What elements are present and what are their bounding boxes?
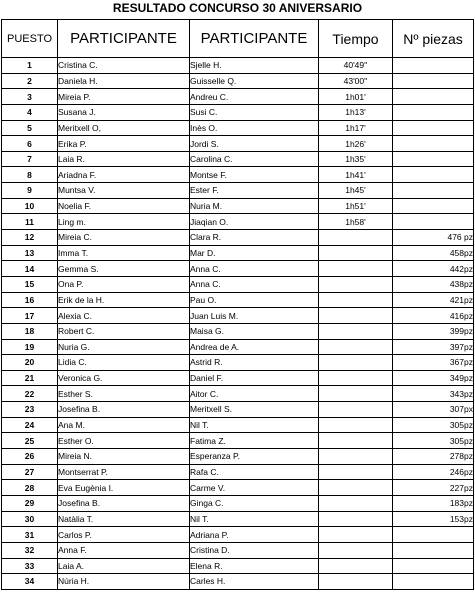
position-cell: 22 <box>2 386 58 402</box>
table-row <box>2 198 474 214</box>
participant-2-cell: Sjelle H. <box>190 58 319 74</box>
table-row <box>2 574 474 590</box>
participant-2-cell: Inès O. <box>190 120 319 136</box>
header-piezas: Nº piezas <box>393 20 474 58</box>
participant-2-cell: Carles H. <box>190 574 319 590</box>
table-row <box>2 527 474 543</box>
participant-1-cell: Ona P. <box>58 276 190 292</box>
participant-2-cell: Pau O. <box>190 292 319 308</box>
pieces-cell <box>393 136 474 152</box>
position-cell: 32 <box>2 542 58 558</box>
participant-1-cell: Veronica G. <box>58 370 190 386</box>
position-cell: 13 <box>2 245 58 261</box>
participant-2-cell: Nuria M. <box>190 198 319 214</box>
position-cell: 3 <box>2 89 58 105</box>
time-cell <box>319 495 393 511</box>
pieces-cell: 278pz <box>393 449 474 465</box>
pieces-cell <box>393 104 474 120</box>
table-row <box>2 433 474 449</box>
table-row <box>2 73 474 89</box>
participant-2-cell: Nil T. <box>190 417 319 433</box>
position-cell: 28 <box>2 480 58 496</box>
participant-1-cell: Erika P. <box>58 136 190 152</box>
participant-2-cell: Nil T. <box>190 511 319 527</box>
time-cell <box>319 230 393 246</box>
table-row <box>2 417 474 433</box>
position-cell: 20 <box>2 355 58 371</box>
participant-2-cell: Meritxell S. <box>190 402 319 418</box>
participant-2-cell: Carme V. <box>190 480 319 496</box>
pieces-cell: 183pz <box>393 495 474 511</box>
time-cell: 1h01' <box>319 89 393 105</box>
participant-1-cell: Josefina B. <box>58 495 190 511</box>
position-cell: 21 <box>2 370 58 386</box>
position-cell: 31 <box>2 527 58 543</box>
pieces-cell <box>393 527 474 543</box>
time-cell <box>319 292 393 308</box>
pieces-cell: 153pz <box>393 511 474 527</box>
table-row <box>2 323 474 339</box>
participant-2-cell: Anna C. <box>190 261 319 277</box>
time-cell: 1h45' <box>319 183 393 199</box>
time-cell <box>319 276 393 292</box>
time-cell <box>319 417 393 433</box>
participant-1-cell: Lidia C. <box>58 355 190 371</box>
table-row <box>2 89 474 105</box>
position-cell: 30 <box>2 511 58 527</box>
header-row <box>2 20 474 58</box>
position-cell: 11 <box>2 214 58 230</box>
pieces-cell <box>393 183 474 199</box>
time-cell <box>319 464 393 480</box>
time-cell: 43'00'' <box>319 73 393 89</box>
time-cell: 1h41' <box>319 167 393 183</box>
position-cell: 6 <box>2 136 58 152</box>
participant-1-cell: Robert C. <box>58 323 190 339</box>
pieces-cell: 397pz <box>393 339 474 355</box>
participant-2-cell: Aitor C. <box>190 386 319 402</box>
pieces-cell <box>393 542 474 558</box>
table-row <box>2 308 474 324</box>
header-participante-1: PARTICIPANTE <box>58 20 190 58</box>
table-row <box>2 355 474 371</box>
page-title: RESULTADO CONCURSO 30 ANIVERSARIO <box>112 1 363 15</box>
table-row <box>2 402 474 418</box>
table-row <box>2 58 474 74</box>
participant-2-cell: Adriana P. <box>190 527 319 543</box>
participant-1-cell: Gemma S. <box>58 261 190 277</box>
time-cell: 40'49'' <box>319 58 393 74</box>
participant-2-cell: Elena R. <box>190 558 319 574</box>
participant-2-cell: Jiaqian O. <box>190 214 319 230</box>
participant-1-cell: Ling m. <box>58 214 190 230</box>
position-cell: 23 <box>2 402 58 418</box>
participant-1-cell: Anna F. <box>58 542 190 558</box>
participant-1-cell: Cristina C. <box>58 58 190 74</box>
participant-2-cell: Susi C. <box>190 104 319 120</box>
participant-1-cell: Laia A. <box>58 558 190 574</box>
pieces-cell: 227pz <box>393 480 474 496</box>
table-row <box>2 370 474 386</box>
table-row <box>2 120 474 136</box>
time-cell: 1h51' <box>319 198 393 214</box>
position-cell: 18 <box>2 323 58 339</box>
table-row <box>2 230 474 246</box>
position-cell: 4 <box>2 104 58 120</box>
position-cell: 19 <box>2 339 58 355</box>
participant-2-cell: Fatima Z. <box>190 433 319 449</box>
header-puesto: PUESTO <box>2 20 58 58</box>
time-cell <box>319 558 393 574</box>
table-row <box>2 214 474 230</box>
pieces-cell <box>393 120 474 136</box>
participant-2-cell: Cristina D. <box>190 542 319 558</box>
position-cell: 15 <box>2 276 58 292</box>
pieces-cell <box>393 151 474 167</box>
pieces-cell: 421pz <box>393 292 474 308</box>
table-row <box>2 261 474 277</box>
participant-1-cell: Muntsa V. <box>58 183 190 199</box>
position-cell: 24 <box>2 417 58 433</box>
pieces-cell <box>393 558 474 574</box>
participant-1-cell: Eva Eugènia I. <box>58 480 190 496</box>
pieces-cell: 367pz <box>393 355 474 371</box>
table-row <box>2 511 474 527</box>
pieces-cell <box>393 89 474 105</box>
participant-1-cell: Josefina B. <box>58 402 190 418</box>
pieces-cell <box>393 167 474 183</box>
participant-1-cell: Meritxell O, <box>58 120 190 136</box>
time-cell: 1h17' <box>319 120 393 136</box>
header-tiempo: Tiempo <box>319 20 393 58</box>
participant-1-cell: Nuria G. <box>58 339 190 355</box>
time-cell <box>319 370 393 386</box>
time-cell <box>319 480 393 496</box>
participant-1-cell: Laia R. <box>58 151 190 167</box>
participant-2-cell: Mar D. <box>190 245 319 261</box>
time-cell: 1h58' <box>319 214 393 230</box>
participant-2-cell: Juan Luis M. <box>190 308 319 324</box>
time-cell <box>319 261 393 277</box>
pieces-cell <box>393 574 474 590</box>
participant-2-cell: Andrea de A. <box>190 339 319 355</box>
participant-1-cell: Imma T. <box>58 245 190 261</box>
time-cell <box>319 511 393 527</box>
time-cell <box>319 433 393 449</box>
participant-1-cell: Carlos P. <box>58 527 190 543</box>
table-row <box>2 167 474 183</box>
pieces-cell: 416pz <box>393 308 474 324</box>
pieces-cell: 458pz <box>393 245 474 261</box>
pieces-cell: 305pz <box>393 417 474 433</box>
time-cell <box>319 339 393 355</box>
time-cell: 1h26' <box>319 136 393 152</box>
table-row <box>2 292 474 308</box>
participant-1-cell: Natàlia T. <box>58 511 190 527</box>
participant-1-cell: Daniela H. <box>58 73 190 89</box>
participant-2-cell: Guisselle Q. <box>190 73 319 89</box>
participant-1-cell: Ariadna F. <box>58 167 190 183</box>
table-row <box>2 558 474 574</box>
participant-2-cell: Jordi S. <box>190 136 319 152</box>
table-row <box>2 449 474 465</box>
position-cell: 14 <box>2 261 58 277</box>
position-cell: 34 <box>2 574 58 590</box>
time-cell <box>319 386 393 402</box>
table-row <box>2 276 474 292</box>
position-cell: 27 <box>2 464 58 480</box>
pieces-cell: 349pz <box>393 370 474 386</box>
participant-2-cell: Anna C. <box>190 276 319 292</box>
participant-1-cell: Alexia C. <box>58 308 190 324</box>
participant-2-cell: Ginga C. <box>190 495 319 511</box>
time-cell <box>319 245 393 261</box>
table-row <box>2 183 474 199</box>
time-cell: 1h35' <box>319 151 393 167</box>
table-row <box>2 339 474 355</box>
time-cell <box>319 402 393 418</box>
participant-1-cell: Esther O. <box>58 433 190 449</box>
table-row <box>2 104 474 120</box>
time-cell <box>319 542 393 558</box>
pieces-cell <box>393 58 474 74</box>
pieces-cell: 305pz <box>393 433 474 449</box>
pieces-cell <box>393 198 474 214</box>
participant-2-cell: Rafa C. <box>190 464 319 480</box>
participant-2-cell: Daniel F. <box>190 370 319 386</box>
position-cell: 26 <box>2 449 58 465</box>
participant-1-cell: Núria H. <box>58 574 190 590</box>
participant-2-cell: Maisa G. <box>190 323 319 339</box>
pieces-cell: 476 pz <box>393 230 474 246</box>
pieces-cell: 438pz <box>393 276 474 292</box>
time-cell <box>319 574 393 590</box>
participant-2-cell: Montse F. <box>190 167 319 183</box>
time-cell <box>319 355 393 371</box>
pieces-cell <box>393 73 474 89</box>
table-row <box>2 480 474 496</box>
table-row <box>2 136 474 152</box>
table-row <box>2 495 474 511</box>
position-cell: 12 <box>2 230 58 246</box>
participant-1-cell: Noelia F. <box>58 198 190 214</box>
participant-1-cell: Ana M. <box>58 417 190 433</box>
table-row <box>2 464 474 480</box>
participant-1-cell: Montserrat P. <box>58 464 190 480</box>
position-cell: 17 <box>2 308 58 324</box>
position-cell: 25 <box>2 433 58 449</box>
results-body <box>2 58 474 590</box>
participant-1-cell: Mireia C. <box>58 230 190 246</box>
position-cell: 9 <box>2 183 58 199</box>
position-cell: 29 <box>2 495 58 511</box>
participant-1-cell: Erik de la H. <box>58 292 190 308</box>
participant-2-cell: Andreu C. <box>190 89 319 105</box>
position-cell: 7 <box>2 151 58 167</box>
time-cell: 1h13' <box>319 104 393 120</box>
pieces-cell: 343pz <box>393 386 474 402</box>
participant-2-cell: Clara R. <box>190 230 319 246</box>
position-cell: 10 <box>2 198 58 214</box>
header-participante-2: PARTICIPANTE <box>190 20 319 58</box>
table-row <box>2 151 474 167</box>
results-table <box>1 19 474 590</box>
participant-2-cell: Carolina C. <box>190 151 319 167</box>
pieces-cell: 442pz <box>393 261 474 277</box>
pieces-cell: 307px <box>393 402 474 418</box>
participant-2-cell: Astrid R. <box>190 355 319 371</box>
participant-1-cell: Susana J. <box>58 104 190 120</box>
time-cell <box>319 308 393 324</box>
time-cell <box>319 527 393 543</box>
participant-1-cell: Mireia N. <box>58 449 190 465</box>
time-cell <box>319 323 393 339</box>
time-cell <box>319 449 393 465</box>
position-cell: 2 <box>2 73 58 89</box>
participant-2-cell: Esperanza P. <box>190 449 319 465</box>
position-cell: 33 <box>2 558 58 574</box>
participant-1-cell: Mireia P. <box>58 89 190 105</box>
pieces-cell: 246pz <box>393 464 474 480</box>
table-row <box>2 542 474 558</box>
pieces-cell: 399pz <box>393 323 474 339</box>
table-row <box>2 245 474 261</box>
table-row <box>2 386 474 402</box>
position-cell: 8 <box>2 167 58 183</box>
participant-2-cell: Ester F. <box>190 183 319 199</box>
participant-1-cell: Esther S. <box>58 386 190 402</box>
position-cell: 16 <box>2 292 58 308</box>
position-cell: 5 <box>2 120 58 136</box>
pieces-cell <box>393 214 474 230</box>
position-cell: 1 <box>2 58 58 74</box>
